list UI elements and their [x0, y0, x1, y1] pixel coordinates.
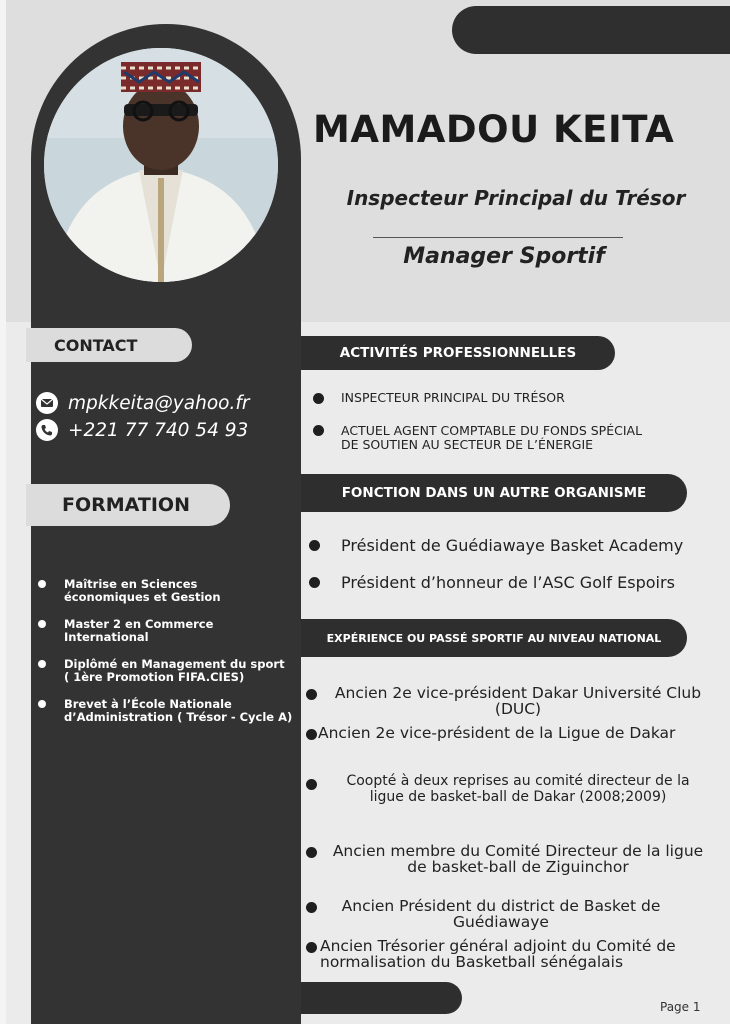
experience-line: normalisation du Basketball sénégalais	[320, 953, 624, 971]
bullet-icon	[306, 729, 317, 740]
email-text[interactable]: mpkkeita@yahoo.fr	[68, 392, 250, 414]
bullet-icon	[306, 689, 317, 700]
bullet-icon	[309, 540, 320, 551]
experience-line: Coopté à deux reprises au comité directeur de la	[346, 773, 690, 789]
bullet-icon	[313, 425, 324, 436]
activite-line: INSPECTEUR PRINCIPAL DU TRÉSOR	[341, 390, 565, 405]
formation-item	[38, 578, 221, 604]
experience-item	[318, 725, 718, 741]
activite-item	[341, 391, 565, 405]
bullet-icon	[309, 577, 320, 588]
formation-line: Maîtrise en Sciences	[64, 577, 198, 591]
bullet-icon	[306, 847, 317, 858]
experience-line: ligue de basket-ball de Dakar (2008;2009)	[369, 789, 667, 805]
contact-heading: CONTACT	[26, 328, 192, 362]
experience-item	[318, 685, 718, 717]
experience-item	[320, 938, 720, 970]
bullet-icon	[38, 700, 46, 708]
experience-line: Ancien Président du district de Basket de	[341, 897, 661, 915]
formation-line: Diplômé en Management du sport	[64, 657, 285, 671]
job-title-primary: Inspecteur Principal du Trésor	[346, 186, 686, 210]
email-icon	[36, 392, 58, 414]
experience-line: de basket-ball de Ziguinchor	[407, 858, 629, 876]
email-row	[36, 392, 249, 414]
formation-line: ( 1ère Promotion FIFA.CIES)	[64, 670, 245, 684]
activite-line: ACTUEL AGENT COMPTABLE DU FONDS SPÉCIAL	[341, 423, 643, 438]
top-decoration-bar	[452, 6, 730, 54]
phone-icon	[36, 419, 58, 441]
formation-item	[38, 698, 292, 724]
experience-line: Ancien 2e vice-président Dakar Université Club	[334, 684, 702, 702]
experience-line: Guédiawaye	[453, 913, 549, 931]
title-divider	[373, 237, 623, 238]
experience-line: Ancien membre du Comité Directeur de la ligue	[332, 842, 704, 860]
formation-line: Master 2 en Commerce	[64, 617, 214, 631]
experience-item	[318, 773, 718, 805]
bullet-icon	[306, 942, 317, 953]
activite-item	[341, 424, 642, 452]
left-edge-strip	[0, 0, 6, 1024]
page-number: Page 1	[660, 1000, 701, 1014]
job-title-secondary: Manager Sportif	[403, 244, 605, 269]
formation-item	[38, 618, 213, 644]
experience-item	[306, 898, 696, 930]
experience-heading: EXPÉRIENCE OU PASSÉ SPORTIF AU NIVEAU NATIONAL	[301, 619, 687, 657]
activite-line: DE SOUTIEN AU SECTEUR DE L’ÉNERGIE	[341, 437, 594, 452]
experience-line: (DUC)	[494, 700, 542, 718]
experience-line: Ancien Trésorier général adjoint du Comité de	[320, 937, 676, 955]
bottom-decoration-bar	[301, 982, 462, 1014]
activites-heading: ACTIVITÉS PROFESSIONNELLES	[301, 336, 615, 370]
phone-row	[36, 419, 248, 441]
bullet-icon	[306, 779, 317, 790]
profile-photo-illustration	[44, 48, 278, 282]
formation-line: Brevet à l’École Nationale	[64, 697, 232, 711]
bullet-icon	[313, 393, 324, 404]
formation-line: International	[64, 630, 149, 644]
bullet-icon	[38, 620, 46, 628]
phone-text[interactable]: +221 77 740 54 93	[68, 419, 249, 441]
fonction-item: Président de Guédiawaye Basket Academy	[341, 536, 684, 555]
fonction-item: Président d’honneur de l’ASC Golf Espoirs	[341, 573, 675, 592]
formation-line: d’Administration ( Trésor - Cycle A)	[64, 710, 293, 724]
formation-line: économiques et Gestion	[64, 590, 221, 604]
experience-item	[318, 843, 718, 875]
bullet-icon	[38, 580, 46, 588]
formation-item	[38, 658, 285, 684]
bullet-icon	[38, 660, 46, 668]
candidate-name: MAMADOU KEITA	[313, 108, 675, 151]
formation-heading: FORMATION	[26, 484, 230, 526]
fonction-heading: FONCTION DANS UN AUTRE ORGANISME	[301, 474, 687, 512]
profile-photo	[44, 48, 278, 282]
experience-line: Ancien 2e vice-président de la Ligue de Dakar	[318, 724, 676, 742]
